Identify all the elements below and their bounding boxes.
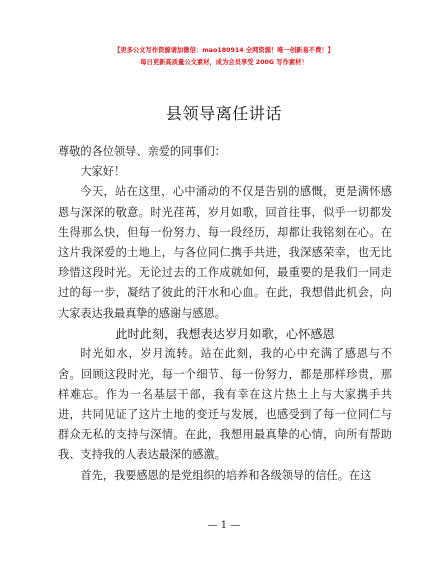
paragraph-1: 今天，站在这里，心中涌动的不仅是告别的感慨，更是满怀感恩与深深的敬意。时光荏苒，岁月如歌，回首往事，似乎一切都发生得那么快，但每一份努力、每一段经历，却都让我铭刻在心。在这片我深爱的土地上，与各位同仁携手共进，我深感荣幸，也无比珍惜这段时光。无论过去的工作成就如何，最重要的是我们一同走过的每一步，凝结了彼此的汗水和心血。在此，我想借此机会，向大家表达我最真挚的感谢与感恩。: [58, 185, 392, 320]
document-title: 县领导离任讲话: [165, 104, 283, 123]
greeting: 大家好！: [80, 165, 126, 179]
paragraph-3: 首先，我要感恩的是党组织的培养和各级领导的信任。在这: [80, 468, 372, 482]
page-number: — 1 —: [207, 520, 241, 531]
salutation: 尊敬的各位领导、亲爱的同事们：: [58, 145, 226, 158]
paragraph-2: 时光如水，岁月流转。站在此刻，我的心中充满了感恩与不舍。回顾这段时光，每一个细节、每一份努力，都是那样珍贵，那样难忘。作为一名基层干部，我有幸在这片热土上与大家携手共进，共同见证了这片土地的变迁与发展，也感受到了每一位同仁与群众无私的支持与深情。在此，我想用最真挚的心情，向所有帮助我、支持我的人表达最深的感激。: [58, 347, 392, 462]
promo-banner-line-2: 每日更新高质量公文素材，成为会员享受 200G 写作素材！: [140, 59, 308, 66]
promo-banner-line-1: 【更多公文写作资源请加微信：mao180914 全网资源！唯一创新易不费！】: [114, 47, 334, 54]
section-heading: 此时此刻，我想表达岁月如歌，心怀感恩: [115, 326, 335, 341]
document-body: [58, 142, 392, 486]
